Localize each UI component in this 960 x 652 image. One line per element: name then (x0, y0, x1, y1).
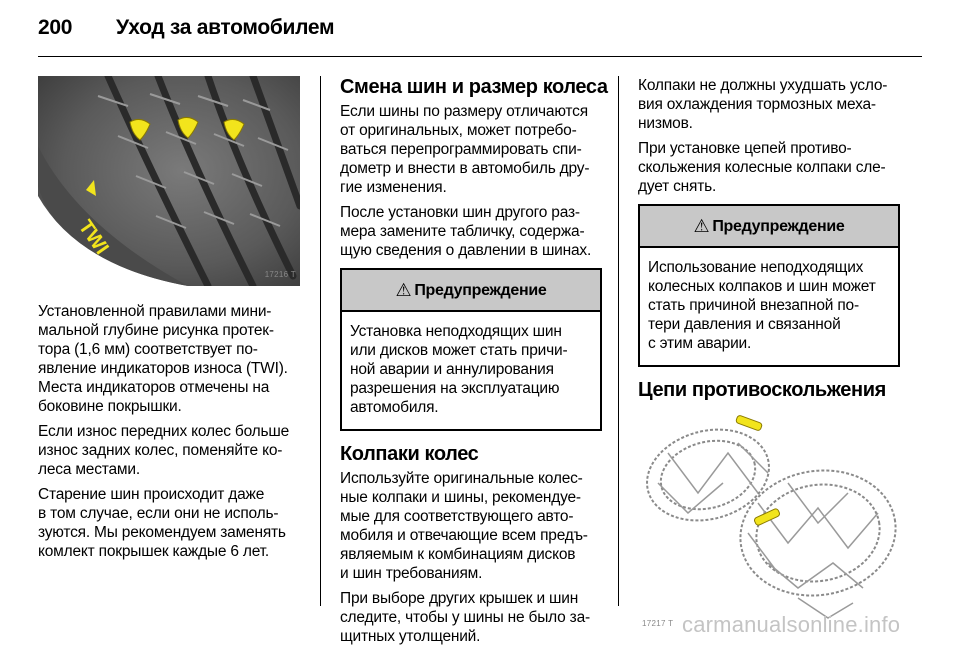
heading-snow-chains: Цепи противоскольжения (638, 379, 886, 401)
paragraph: Старение шин происходит даже в том случае, если они не исполь- зуются. Мы рекомендуем заменять комлект покрышек каждые 6 лет. (38, 486, 286, 560)
warning-header (342, 270, 600, 312)
paragraph: Установленной правилами мини- мальной глубине рисунка протек- тора (1,6 мм) соответствует по- явление индикаторов износа (TWI). Места индикаторов отмечены на боковине покрышки. (38, 303, 288, 415)
column-2 (340, 76, 608, 652)
tire-tread-figure (38, 76, 300, 286)
column-divider-2 (618, 76, 619, 606)
column-divider-1 (320, 76, 321, 606)
paragraph: Колпаки не должны ухудшать усло- вия охлаждения тормозных меха- низмов. (638, 77, 888, 132)
paragraph: При установке цепей противо- скольжения колесные колпаки сле- дует снять. (638, 140, 886, 195)
warning-box (638, 204, 900, 367)
warning-text: Использование неподходящих колесных колпаков и шин может стать причиной внезапной по- тери давления и связанной с этим аварии. (648, 259, 876, 352)
figure-code: 17216 T (264, 270, 296, 279)
warning-title: Предупреждение (414, 281, 547, 299)
warning-triangle-icon: ⚠ (693, 215, 710, 236)
page-number: 200 (38, 16, 73, 39)
column-1 (38, 76, 300, 567)
paragraph: Используйте оригинальные колес- ные колпаки и шины, рекомендуе- мые для соответствующего авто- мобиля и отвечающие всем предъ- являемым к комбинациям дисков и шин требованиям. (340, 470, 588, 582)
section-title: Уход за автомобилем (116, 16, 335, 39)
warning-box (340, 268, 602, 431)
paragraph: При выборе других крышек и шин следите, чтобы у шины не было за- щитных утолщений. (340, 590, 590, 645)
warning-header (640, 206, 898, 248)
paragraph: Если шины по размеру отличаются от оригинальных, может потребо- ваться перепрограммировать спи- дометр и внести в автомобиль дру- гие изменения. (340, 103, 590, 196)
watermark: carmanualsonline.info (682, 612, 901, 637)
heading-tire-change: Смена шин и размер колеса (340, 76, 608, 98)
paragraph: После установки шин другого раз- мера замените табличку, содержа- щую сведения о давлении в шинах. (340, 204, 592, 259)
page-header (38, 0, 922, 57)
figure-code: 17217 T (642, 619, 674, 628)
tire-tread-illustration (38, 76, 300, 286)
warning-text: Установка неподходящих шин или дисков может стать причи- ной аварии и аннулирования разрешения на эксплуатацию автомобиля. (350, 323, 568, 416)
twi-label: TWI (73, 216, 113, 259)
snow-chains-illustration (638, 413, 900, 635)
snow-chains-figure (638, 413, 900, 635)
paragraph: Если износ передних колес больше износ задних колес, поменяйте ко- леса местами. (38, 423, 290, 478)
heading-wheel-covers: Колпаки колес (340, 443, 479, 465)
warning-triangle-icon: ⚠ (395, 279, 412, 300)
column-3 (638, 76, 900, 651)
warning-title: Предупреждение (712, 217, 845, 235)
